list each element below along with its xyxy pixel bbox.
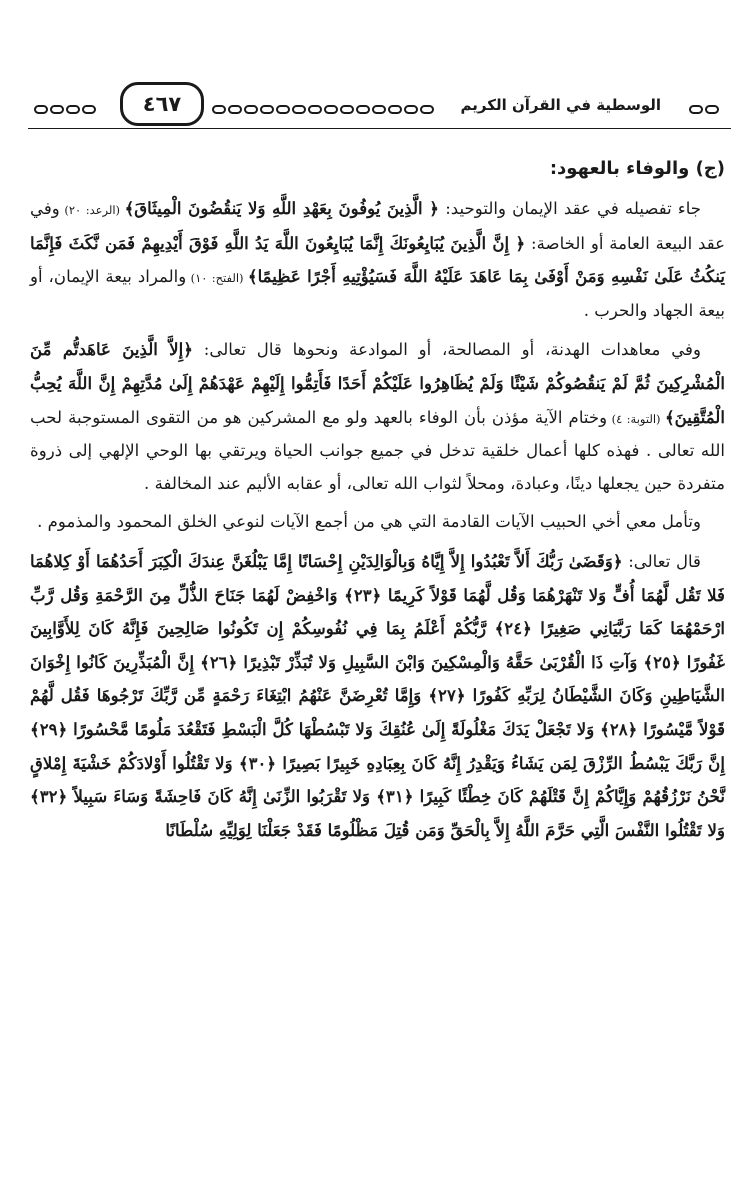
paragraph-contemplate-verses — [30, 506, 725, 539]
header-rule — [28, 128, 731, 129]
verse-citation: (الرعد: ٢٠) — [59, 203, 125, 217]
body-text: وفي عقد البيعة العامة أو الخاصة: — [30, 199, 725, 253]
paragraph-covenant-faith — [30, 192, 725, 327]
body-text: قال تعالى: — [622, 551, 701, 571]
page-number: ٤٦٧ — [120, 82, 204, 126]
header-ornament-left — [34, 102, 96, 116]
section-heading: (ج) والوفاء بالعهود: — [549, 158, 725, 179]
running-header — [28, 82, 731, 132]
body-text: وفي معاهدات الهدنة، أو المصالحة، أو الموادعة ونحوها قال تعالى: — [192, 340, 701, 360]
page-body — [30, 152, 725, 1168]
paragraph-quran-verses — [30, 545, 725, 847]
paragraph-truce-treaties — [30, 333, 725, 500]
verse-citation: (الفتح: ١٠) — [186, 271, 248, 286]
quran-verse: ﴿إِلاَّ الَّذِينَ عَاهَدتُّم مِّنَ الْمُشْرِكِينَ ثُمَّ لَمْ يَنقُصُوكُمْ شَيْئًا وَلَمْ يُظَاهِرُوا عَلَيْكُمْ أَحَدًا فَأَتِمُّوا إِلَيْهِمْ عَهْدَهُمْ إِلَىٰ مُدَّتِهِمْ إِنَّ اللَّهَ يُحِبُّ الْمُتَّقِينَ﴾ — [30, 339, 725, 427]
verse-citation: (التوبة: ٤) — [607, 411, 665, 426]
book-title: الوسطية في القرآن الكريم — [460, 96, 661, 114]
body-text: جاء تفصيله في عقد الإيمان والتوحيد: — [439, 199, 702, 218]
body-text: والمراد بيعة الإيمان، أو بيعة الجهاد والحرب . — [30, 267, 725, 320]
quran-verse: ﴿ الَّذِينَ يُوفُونَ بِعَهْدِ اللَّهِ وَلا يَنقُضُونَ الْمِيثَاقَ﴾ — [124, 198, 440, 218]
quran-verse: ﴿ إِنَّ الَّذِينَ يُبَايِعُونَكَ إِنَّمَا يُبَايِعُونَ اللَّهَ يَدُ اللَّهِ فَوْقَ أَيْدِيهِمْ فَمَن نَّكَثَ فَإِنَّمَا يَنكُثُ عَلَىٰ نَفْسِهِ وَمَنْ أَوْفَىٰ بِمَا عَاهَدَ عَلَيْهُ اللَّهَ فَسَيُؤْتِيهِ أَجْرًا عَظِيمًا﴾ — [30, 232, 725, 287]
body-text: وختام الآية مؤذن بأن الوفاء بالعهد ولو مع المشركين هو من التقوى المستوجبة لحب الله تعالى . فهذه كلها أعمال خلقية تدخل في جميع جوانب الحياة ويرتقي بها الوحي الإلهي إلى ذروة متفردة حين يجعلها دينًا، وعبادة، ومحلاً لثواب الله تعالى، أو عقابه الأليم عند المخالفة . — [30, 407, 725, 493]
header-ornament-middle — [212, 102, 434, 116]
header-ornament-right — [689, 102, 719, 116]
body-text: وتأمل معي أخي الحبيب الآيات القادمة التي هي من أجمع الآيات لنوعي الخلق المحمود والمذموم . — [37, 512, 701, 532]
quran-verse: ﴿وَقَضَىٰ رَبُّكَ أَلاَّ تَعْبُدُوا إِلاَّ إِيَّاهُ وَبِالْوَالِدَيْنِ إِحْسَانًا إِمَّا يَبْلُغَنَّ عِندَكَ الْكِبَرَ أَحَدُهُمَا أَوْ كِلاهُمَا فَلا تَقُل لَّهُمَا أُفٍّ وَلا تَنْهَرْهُمَا وَقُل لَّهُمَا قَوْلاً كَرِيمًا ﴿٢٣﴾ وَاخْفِضْ لَهُمَا جَنَاحَ الذُّلِّ مِنَ الرَّحْمَةِ وَقُل رَّبِّ ارْحَمْهُمَا كَمَا رَبَّيَانِي صَغِيرًا ﴿٢٤﴾ رَّبُّكُمْ أَعْلَمُ بِمَا فِي نُفُوسِكُمْ إِن تَكُونُوا صَالِحِينَ فَإِنَّهُ كَانَ لِلأَوَّابِينَ غَفُورًا ﴿٢٥﴾ وَآتِ ذَا الْقُرْبَىٰ حَقَّهُ وَالْمِسْكِينَ وَابْنَ السَّبِيلِ وَلا تُبَذِّرْ تَبْذِيرًا ﴿٢٦﴾ إِنَّ الْمُبَذِّرِينَ كَانُوا إِخْوَانَ الشَّيَاطِينِ وَكَانَ الشَّيْطَانُ لِرَبِّهِ كَفُورًا ﴿٢٧﴾ وَإِمَّا تُعْرِضَنَّ عَنْهُمُ ابْتِغَاءَ رَحْمَةٍ مِّن رَّبِّكَ تَرْجُوهَا فَقُل لَّهُمْ قَوْلاً مَّيْسُورًا ﴿٢٨﴾ وَلا تَجْعَلْ يَدَكَ مَغْلُولَةً إِلَىٰ عُنُقِكَ وَلا تَبْسُطْهَا كُلَّ الْبَسْطِ فَتَقْعُدَ مَلُومًا مَّحْسُورًا ﴿٢٩﴾ إِنَّ رَبَّكَ يَبْسُطُ الرِّزْقَ لِمَن يَشَاءُ وَيَقْدِرُ إِنَّهُ كَانَ بِعِبَادِهِ خَبِيرًا بَصِيرًا ﴿٣٠﴾ وَلا تَقْتُلُوا أَوْلادَكُمْ خَشْيَةَ إِمْلاقٍ نَّحْنُ نَرْزُقُهُمْ وَإِيَّاكُمْ إِنَّ قَتْلَهُمْ كَانَ خِطْئًا كَبِيرًا ﴿٣١﴾ وَلا تَقْرَبُوا الزِّنَىٰ إِنَّهُ كَانَ فَاحِشَةً وَسَاءَ سَبِيلاً ﴿٣٢﴾ وَلا تَقْتُلُوا النَّفْسَ الَّتِي حَرَّمَ اللَّهُ إِلاَّ بِالْحَقِّ وَمَن قُتِلَ مَظْلُومًا فَقَدْ جَعَلْنَا لِوَلِيِّهِ سُلْطَانًا — [30, 550, 725, 840]
